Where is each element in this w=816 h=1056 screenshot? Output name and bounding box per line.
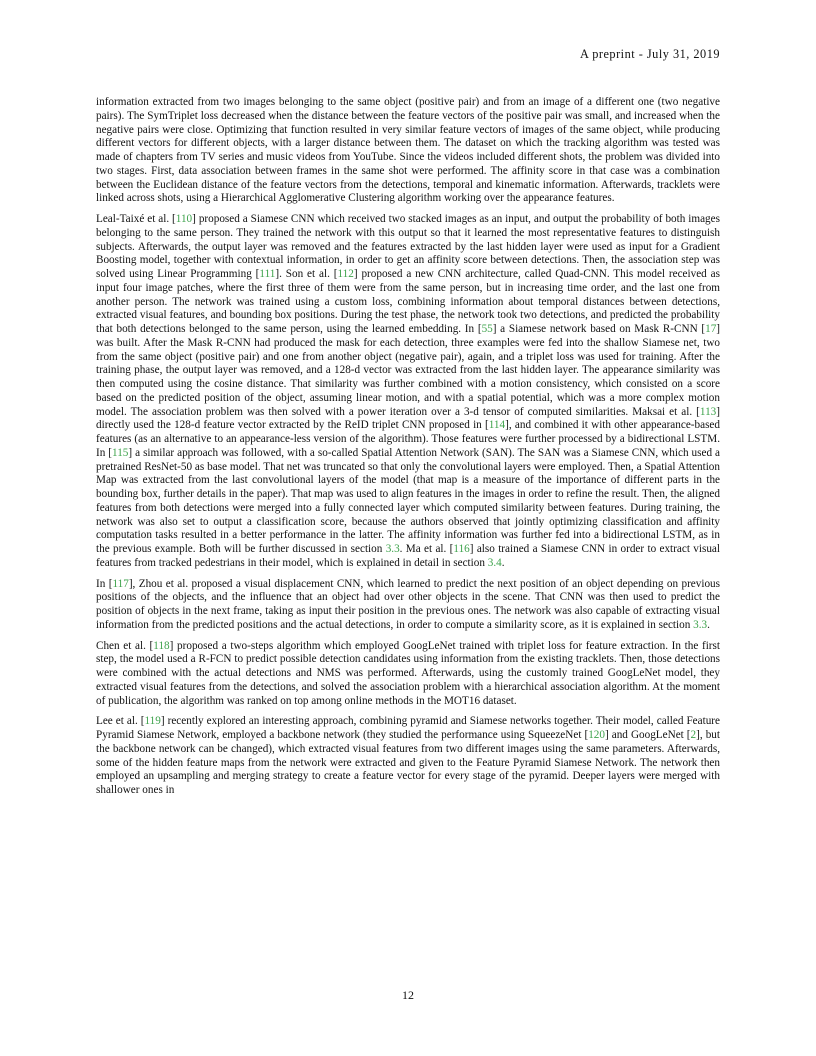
paragraph-text: Chen et al. [ bbox=[96, 639, 154, 652]
citation-link[interactable]: 17 bbox=[705, 323, 717, 335]
paragraph-text: ] also trained a Siamese CNN in order to extract visual features from tracked pedestrians in their model, which is explained in detail in section bbox=[96, 543, 720, 569]
paragraph bbox=[96, 578, 720, 633]
citation-link[interactable]: 3.4 bbox=[487, 556, 502, 569]
citation-link[interactable]: 55 bbox=[481, 323, 493, 335]
citation-link[interactable]: 119 bbox=[144, 715, 161, 728]
citation-link[interactable]: 2 bbox=[690, 729, 697, 741]
paragraph-text: . bbox=[501, 556, 505, 569]
body-text bbox=[96, 96, 720, 805]
page-number: 12 bbox=[402, 988, 414, 1002]
paragraph-text: ] was built. After the Mask R-CNN had produced the mask for each detection, three examples were fed into the shallow Siamese net, two from the same object (positive pair) and one from another object (negative pair), again, and a triplet loss was used for training. After the training phase, the output layer was removed, and a 128-d vector was extracted from the last hidden layer. The appearance similarity was then computed using the cosine distance. That similarity was further combined with a motion consistency, which consisted on a score based on the predicted position of the object, assuming linear motion, and with a spatial potential, which was a more complex motion model. The association problem was then solved with a power iteration over a 3-d tensor of computed similarities. Maksai et al. [ bbox=[96, 323, 721, 418]
paragraph bbox=[96, 213, 720, 571]
running-header: A preprint - July 31, 2019 bbox=[579, 47, 720, 61]
paragraph-text: Lee et al. [ bbox=[96, 715, 145, 728]
citation-link[interactable]: 113 bbox=[699, 405, 717, 418]
paragraph-text: ] recently explored an interesting approach, combining pyramid and Siamese networks together. Their model, called Feature Pyramid Siamese Network, employed a backbone network (they studied the performance using SqueezeNet [ bbox=[96, 715, 720, 741]
paragraph-text: ]. Son et al. [ bbox=[275, 268, 338, 280]
paragraph-text: . Ma et al. [ bbox=[399, 543, 454, 555]
citation-link[interactable]: 117 bbox=[112, 577, 129, 590]
citation-link[interactable]: 115 bbox=[112, 446, 129, 459]
paragraph-text: Leal-Taixé et al. [ bbox=[96, 213, 176, 225]
paragraph bbox=[96, 640, 720, 709]
citation-link[interactable]: 120 bbox=[588, 729, 605, 741]
paragraph-text: ] a similar approach was followed, with a so-called Spatial Attention Network (SAN). The SAN was a Siamese CNN, which used a pretrained ResNet-50 as base model. That net was truncated so that only the convolutional layers were employed. Then, a Spatial Attention Map was extracted from the last convolutional layers of the model (that map is a measure of the importance of different parts in the bounding box, further details in the paper). That map was used to align features in the images in order to refine the result. Then, the aligned features from both detections were merged into a fully connected layer which computed similarity between features. During training, the network was also set to output a classification score, because the authors observed that jointly optimizing classification and affinity computation tasks resulted in a better performance in the latter. The affinity information was further fed into a bidirectional LSTM, as in the previous example. Both will be further discussed in section bbox=[96, 446, 720, 555]
citation-link[interactable]: 3.3 bbox=[693, 618, 708, 631]
paragraph-text: ], but the backbone network can be changed), which extracted visual features from two different images using the same parameters. Afterwards, some of the hidden feature maps from the network were extracted and given to the Feature Pyramid Siamese Network. The network then employed an upsampling and merging strategy to create a feature vector for every stage of the pyramid. Deeper layers were merged with shallower ones in bbox=[96, 729, 720, 796]
paragraph-text: ], and combined it with other appearance-based features (as an alternative to an appearance-less version of the algorithm). Those features were further processed by a bidirectional LSTM. In [ bbox=[96, 419, 720, 459]
paragraph-text: ] directly used the 128-d feature vector extracted by the ReID triplet CNN proposed in [ bbox=[96, 405, 720, 432]
paragraph-text: ] proposed a new CNN architecture, called Quad-CNN. This model received as input four image patches, where the first three of them were from the same person, but in increasing time order, and the last one from another person. The network was trained using a custom loss, combining information about temporal distances between detections, extracted visual features, and bounding box positions. During the test phase, the network took two detections, and predicted the probability that both detections belonged to the same person, using the learned embedding. In [ bbox=[96, 268, 720, 335]
paragraph-text: information extracted from two images belonging to the same object (positive pair) and from an image of a different one (two negative pairs). The SymTriplet loss decreased when the distance between the feature vectors of the positive pair was small, and increased when the negative pairs were close. Optimizing that function resulted in very similar feature vectors of images of the same object, while producing different vectors for different objects, with a larger distance between them. The dataset on which the tracking algorithm was tested was made of chapters from TV series and music videos from YouTube. Since the videos included different shots, the problem was divided into two stages. First, data association between frames in the same shot were performed. The affinity score in that case was a combination between the Euclidean distance of the feature vectors from the detections, temporal and kinematic information. Afterwards, tracklets were linked across shots, using a Hierarchical Agglomerative Clustering algorithm working over the appearance features. bbox=[96, 96, 720, 205]
citation-link[interactable]: 110 bbox=[175, 213, 193, 225]
citation-link[interactable]: 111 bbox=[259, 268, 276, 280]
paragraph-text: ] proposed a Siamese CNN which received two stacked images as an input, and output the probability of both images belonging to the same person. They trained the network with this output so that it learned the most representative features to distinguish subjects. Afterwards, the output layer was removed and the features extracted by the last hidden layer were used as input for a Gradient Boosting model, together with contextual information, in order to get an affinity score between detections. Then, the association step was solved using Linear Programming [ bbox=[96, 213, 720, 280]
paragraph-text: . bbox=[707, 618, 710, 631]
paragraph bbox=[96, 715, 720, 798]
citation-link[interactable]: 116 bbox=[453, 543, 470, 555]
paragraph-text: In [ bbox=[96, 577, 113, 590]
citation-link[interactable]: 114 bbox=[488, 419, 506, 432]
paragraph-text: ], Zhou et al. proposed a visual displacement CNN, which learned to predict the next position of an object depending on previous positions of the objects, and the influence that an object had over other objects in the scene. That CNN was then used to predict the position of objects in the next frame, taking as input their position in the previous ones. The network was also capable of extracting visual information from the predicted positions and the actual detections, in order to compute a similarity score, as it is explained in section bbox=[96, 577, 720, 631]
paragraph bbox=[96, 96, 720, 206]
citation-link[interactable]: 3.3 bbox=[385, 543, 400, 555]
paragraph-text: ] and GoogLeNet [ bbox=[604, 729, 691, 741]
citation-link[interactable]: 118 bbox=[153, 639, 170, 652]
paragraph-text: ] proposed a two-steps algorithm which employed GoogLeNet trained with triplet loss for feature extraction. In the first step, the model used a R-FCN to predict possible detection candidates using information from the existing tracklets. Then, those detections were combined with the actual detections and NMS was performed. Afterwards, using the customly trained GoogLeNet model, they extracted visual features from the detections, and solved the association problem with a hierarchical association algorithm. At the moment of publication, the algorithm was ranked on top among online methods in the MOT16 dataset. bbox=[96, 639, 720, 707]
citation-link[interactable]: 112 bbox=[337, 268, 354, 280]
paragraph-text: ] a Siamese network based on Mask R-CNN [ bbox=[492, 323, 706, 335]
